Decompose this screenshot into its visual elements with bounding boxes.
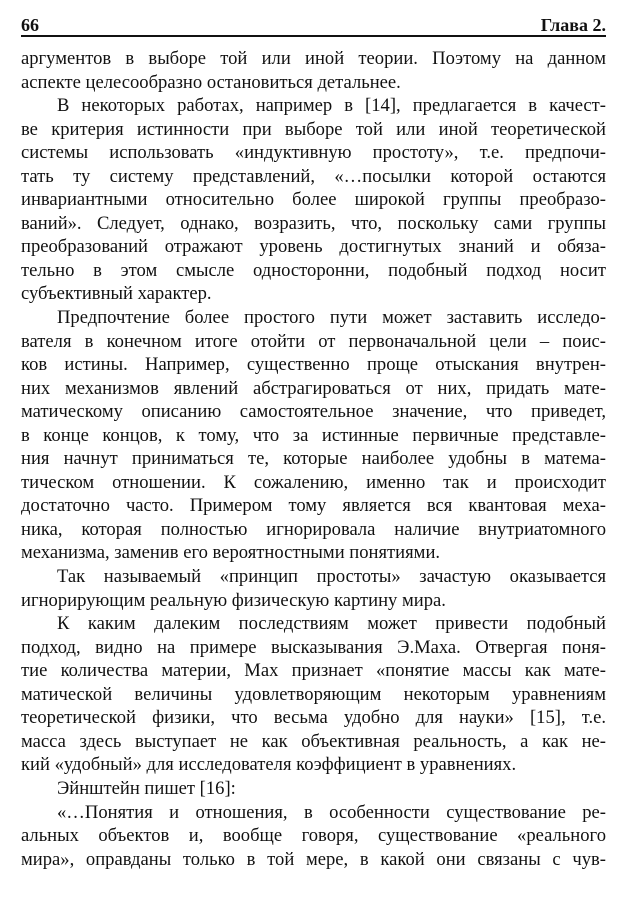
page-number: 66 [21, 15, 39, 35]
text-line: тическом отношении. К сожалению, именно так и происходит [21, 471, 606, 493]
text-line: матической величины удовлетворяющим некоторым уравнениям [21, 683, 606, 705]
text-line: В некоторых работах, например в [14], предлагается в качест- [57, 95, 606, 117]
text-line: подход, видно на примере высказывания Э.Маха. Отвергая поня- [21, 636, 606, 658]
text-line: ваний». Следует, однако, возразить, что, поскольку сами группы [21, 212, 606, 234]
text-line: Предпочтение более простого пути может заставить исследо- [57, 307, 606, 329]
text-line: вателя в конечном итоге отойти от первоначальной цели – поис- [21, 330, 606, 352]
text-line: игнорирующим реальную физическую картину мира. [21, 589, 446, 611]
text-line: преобразований отражают уровень достигнутых знаний и обяза- [21, 236, 606, 258]
text-line: тельно в этом смысле односторонни, подобный подход носит [21, 259, 606, 281]
text-line: ния начнут приниматься те, которые наиболее удобны в матема- [21, 448, 606, 470]
text-line: К каким далеким последствиям может привести подобный [57, 613, 606, 635]
text-line: субъективный характер. [21, 283, 212, 305]
text-line: аспекте целесообразно остановиться детальнее. [21, 71, 401, 93]
body-text [21, 47, 606, 871]
header-rule [21, 35, 606, 37]
text-line: Так называемый «принцип простоты» зачастую оказывается [57, 566, 606, 588]
text-line: аргументов в выборе той или иной теории. Поэтому на данном [21, 48, 606, 69]
text-line: матическому описанию самостоятельное значение, что приведет, [21, 401, 606, 423]
text-line: ника, которая полностью игнорировала наличие внутриатомного [21, 518, 606, 540]
text-line: системы использовать «индуктивную простоту», т.е. предпочи- [21, 142, 606, 164]
text-line: кий «удобный» для исследователя коэффициент в уравнениях. [21, 754, 517, 776]
text-line: достаточно часто. Примером тому является вся квантовая меха- [21, 495, 606, 517]
text-line: тать ту систему представлений, «…посылки которой остаются [21, 165, 606, 187]
text-line: Эйнштейн пишет [16]: [57, 777, 236, 799]
running-header [21, 10, 606, 36]
text-line: мира», оправданы только в той мере, в какой они связаны с чув- [21, 848, 606, 870]
text-line: ве критерия истинности при выборе той или иной теоретической [21, 118, 606, 140]
text-line: теоретической физики, что весьма удобно для науки» [15], т.е. [21, 707, 606, 729]
text-line: тие количества материи, Мах признает «понятие массы как мате- [21, 660, 606, 682]
text-line: них механизмов явлений абстрагироваться от них, придать мате- [21, 377, 606, 399]
text-line: «…Понятия и отношения, в особенности существование ре- [57, 801, 606, 823]
text-line: инвариантными относительно более широкой группы преобразо- [21, 189, 606, 211]
text-line: ков истины. Например, существенно проще отыскания внутрен- [21, 354, 606, 376]
text-line: в конце концов, к тому, что за истинные первичные представле- [21, 424, 606, 446]
text-line: альных объектов и, вообще говоря, существование «реального [21, 825, 606, 847]
text-line: масса здесь выступает не как объективная реальность, а как не- [21, 730, 606, 752]
chapter-title: Глава 2. [540, 15, 606, 35]
text-line: механизма, заменив его вероятностными понятиями. [21, 542, 441, 564]
